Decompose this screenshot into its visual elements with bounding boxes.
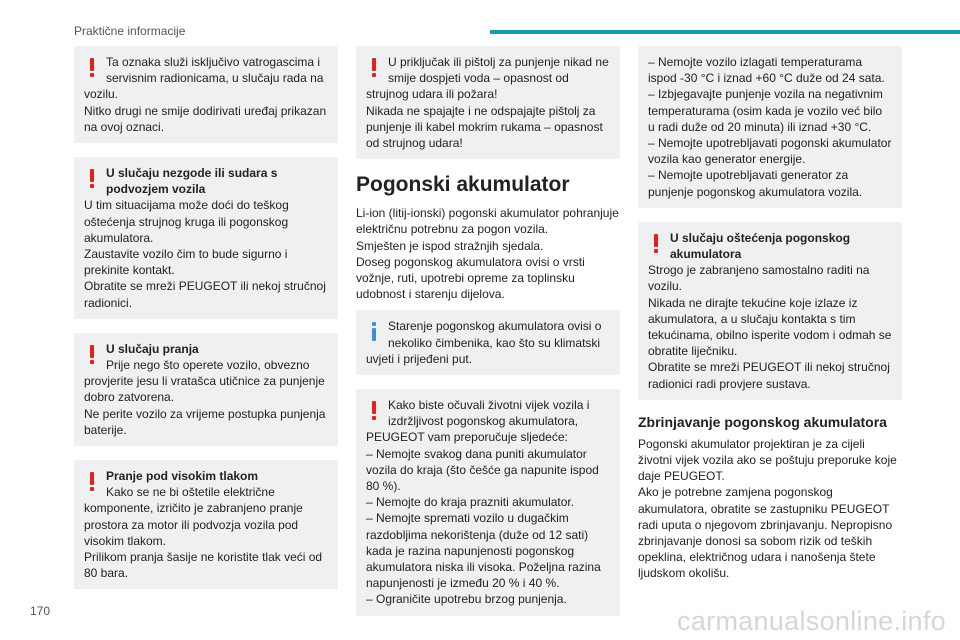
warning-box-label-notice bbox=[74, 46, 338, 143]
watermark: carmanualsonline.info bbox=[677, 606, 946, 636]
warning-box-high-pressure bbox=[74, 460, 338, 589]
exclamation-icon bbox=[88, 472, 98, 492]
warning-box-continued bbox=[638, 46, 902, 208]
exclamation-icon bbox=[88, 169, 98, 189]
column-2 bbox=[356, 46, 620, 630]
info-icon bbox=[370, 322, 380, 342]
warning-lead: Ta oznaka služi isključivo vatrogascima i servisnim radionicama, u slučaju rada na bbox=[106, 55, 324, 86]
warning-text: Strogo je zabranjeno samostalno raditi na vozilu. Nikada ne dirajte tekućine koje izlaze iz akumulatora, a u slučaju kontakta s tim tekućinama, obilno isperite vodom i odmah se obratite liječniku. Obratite se mreži PEUGEOT ili nekoj stručnoj radionici radi provjere sustava. bbox=[648, 263, 892, 391]
section-body: Li-ion (litij-ionski) pogonski akumulator pohranjuje električnu potrebnu za pogon vozila. Smješten je ispod stražnjih sjedala. Doseg pogonskog akumulatora ovisi o vrsti vožnje, ruti, upotrebi opreme za toplinsku udobnost i starenju dijelova. bbox=[356, 206, 619, 302]
exclamation-icon bbox=[652, 234, 662, 254]
warning-box-battery-life bbox=[356, 389, 620, 616]
running-header: Praktične informacije bbox=[74, 24, 186, 38]
warning-text: komponente, izričito je zabranjeno pranje prostora za motor ili podvozja vozila pod visokim tlakom. Prilikom pranja šasije ne koristite tlak veći od 80 bara. bbox=[84, 501, 323, 581]
page-number: 170 bbox=[30, 604, 51, 618]
column-3 bbox=[638, 46, 902, 590]
subsection-body: Pogonski akumulator projektiran je za cijeli životni vijek vozila ako se poštuju preporuke koje daje PEUGEOT. Ako je potrebne zamjena pogonskog akumulatora, obratite se zastupniku PEUGEOT radi uputa o njegovom zbrinjavanju. Nepropisno zbrinjavanje donosi sa sobom rizik od teških opeklina, električnog udara i nanošenja štete ljudskom okolišu. bbox=[638, 436, 897, 581]
warning-box-accident bbox=[74, 157, 338, 319]
warning-box-battery-damage bbox=[638, 222, 902, 400]
exclamation-icon bbox=[370, 401, 380, 421]
info-box-aging bbox=[356, 310, 620, 375]
column-1 bbox=[74, 46, 338, 603]
warning-box-washing bbox=[74, 333, 338, 446]
warning-text: U tim situacijama može doći do teškog oštećenja strujnog kruga ili pogonskog akumulatora. Zaustavite vozilo čim to bude sigurno i prekinite kontakt. Obratite se mreži PEUGEOT ili nekoj stručnoj radionici. bbox=[84, 198, 326, 310]
warning-lead: U priključak ili pištolj za punjenje nikad ne smije dospjeti voda – opasnost od bbox=[388, 55, 609, 86]
warning-box-water bbox=[356, 46, 620, 159]
warning-text: vozilu. Nitko drugi ne smije dodirivati uređaj prikazan na ovoj oznaci. bbox=[84, 87, 327, 134]
exclamation-icon bbox=[370, 58, 380, 78]
warning-lead: Prije nego što operete vozilo, obvezno bbox=[106, 358, 310, 373]
exclamation-icon bbox=[88, 345, 98, 365]
warning-lead: Kako se ne bi oštetile električne bbox=[106, 485, 275, 500]
info-lead: Starenje pogonskog akumulatora ovisi o nekoliko čimbenika, kao što su klimatski bbox=[388, 319, 602, 350]
subsection-title: Zbrinjavanje pogonskog akumulatora bbox=[638, 413, 887, 430]
warning-text: provjerite jesu li vratašca utičnice za punjenje dobro zatvorena. Ne perite vozilo za vrijeme postupka punjenja baterije. bbox=[84, 374, 326, 437]
warning-text: strujnog udara ili požara! Nikada ne spajajte i ne odspajajte pištolj za punjenje ili kabel mokrim rukama – opasnost od strujnog udara! bbox=[366, 87, 603, 151]
warning-heading: U slučaju nezgode ili sudara s podvozjem vozila bbox=[106, 166, 278, 197]
warning-heading: U slučaju oštećenja pogonskog akumulatora bbox=[670, 230, 851, 262]
header-accent-bar bbox=[490, 30, 960, 34]
info-text: uvjeti i prijeđeni put. bbox=[366, 351, 473, 366]
warning-lead: Kako biste očuvali životni vijek vozila i izdržljivost pogonskog akumulatora, bbox=[388, 398, 590, 429]
warning-text: PEUGEOT vam preporučuje sljedeće: – Nemojte svakog dana puniti akumulator vozila do kraja (što češće ga napunite ispod 80 %). – Nemojte do kraja prazniti akumulator. – Nemojte spremati vozilo u dugačkim razdobljima nekorištenja (duže od 12 sati) kada je razina napunjenosti pogonskog akumulatora niska ili visoka. Poželjna razina napunjenosti je između 20 % i 40 %. – Ograničite upotrebu brzog punjenja. bbox=[366, 430, 601, 607]
exclamation-icon bbox=[88, 58, 98, 78]
warning-heading: Pranje pod visokim tlakom bbox=[106, 469, 259, 484]
section-title: Pogonski akumulator bbox=[356, 173, 570, 197]
warning-heading: U slučaju pranja bbox=[106, 341, 199, 356]
warning-text: – Nemojte vozilo izlagati temperaturama ispod -30 °C i iznad +60 °C duže od 24 sata. – Izbjegavajte punjenje vozila na negativnim temperaturama (osim kada je vozilo već bilo u radi duže od 20 minuta) ili iznad +30 °C. – Nemojte upotrebljavati pogonski akumulator vozila kao generator energije. – Nemojte upotrebljavati generator za punjenje pogonskog akumulatora vozila. bbox=[648, 55, 892, 199]
